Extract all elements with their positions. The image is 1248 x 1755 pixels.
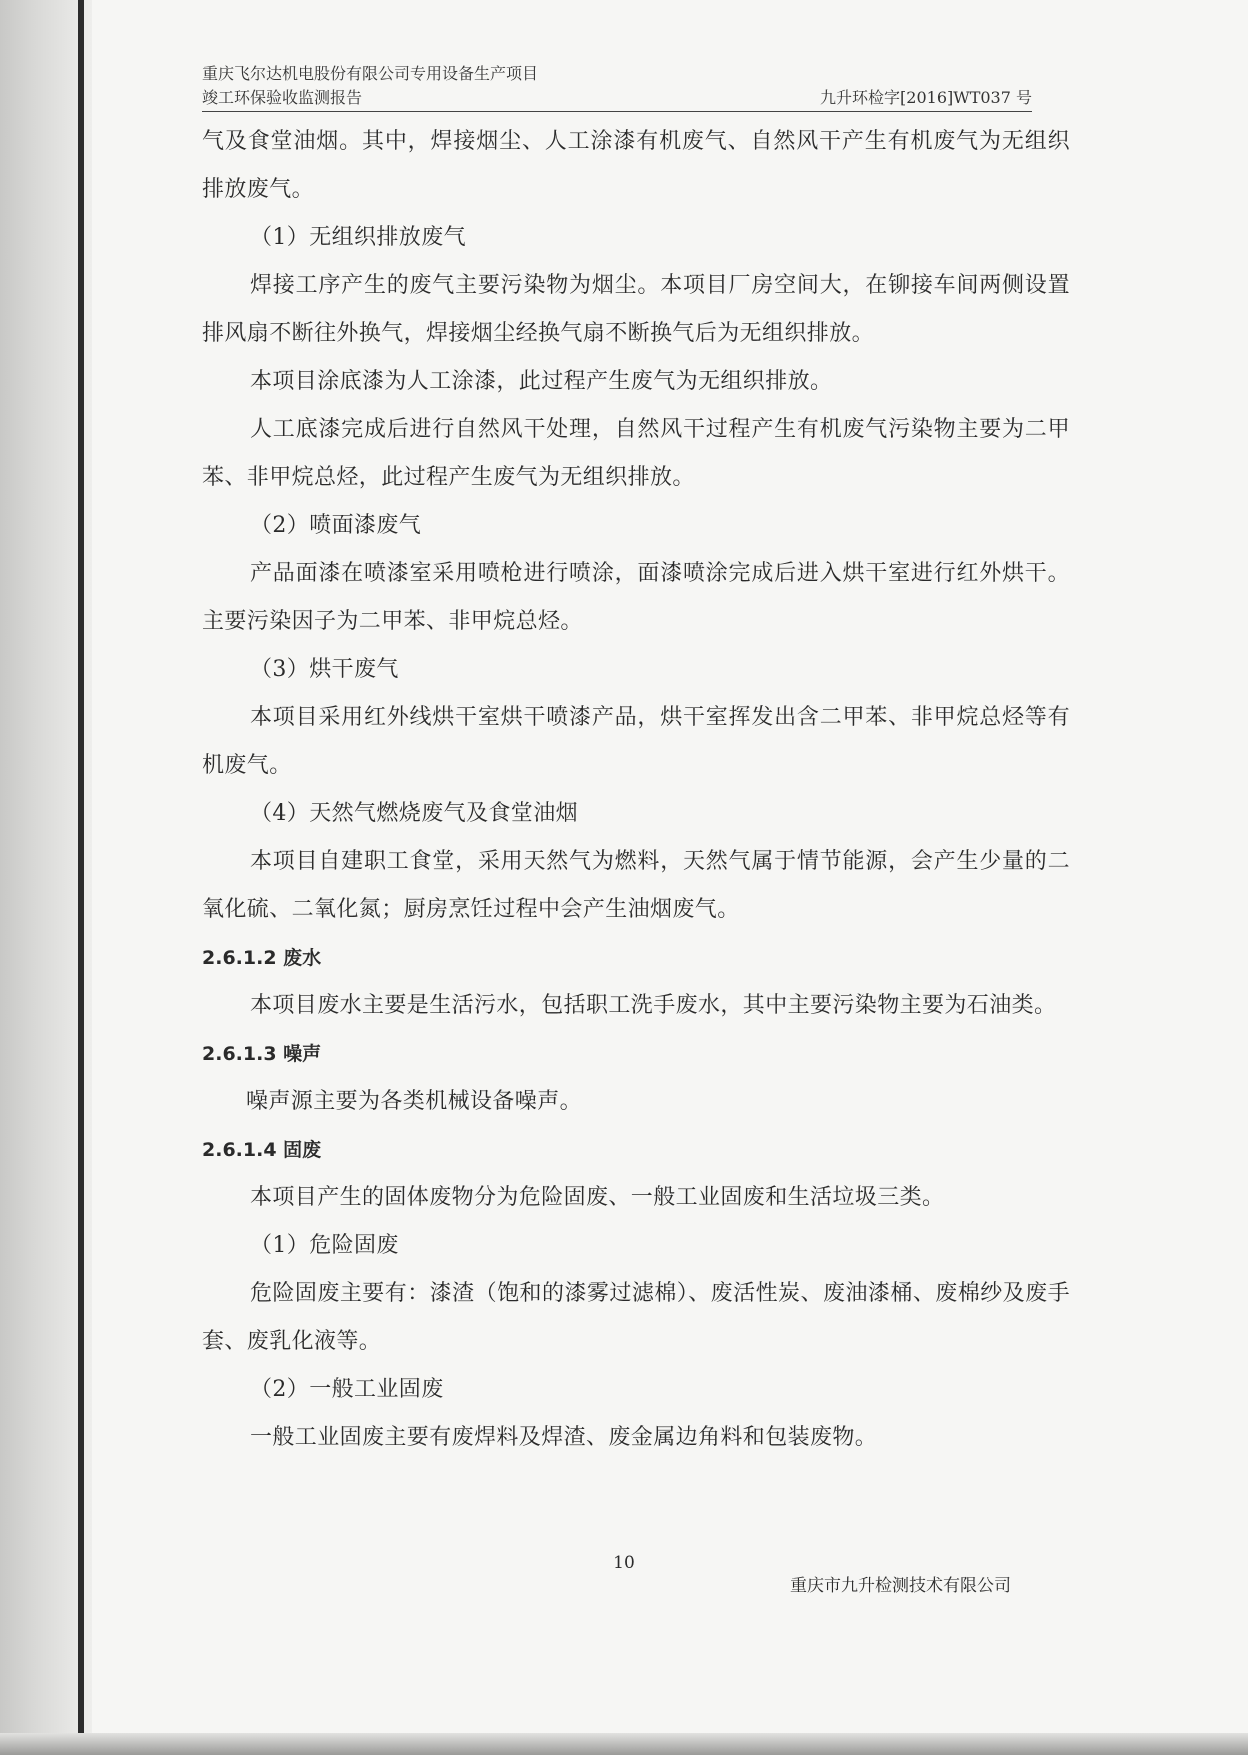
paragraph-air-drying: 人工底漆完成后进行自然风干处理，自然风干过程产生有机废气污染物主要为二甲苯、非甲烷总烃，此过程产生废气为无组织排放。 xyxy=(202,417,1070,490)
paragraph-noise: 噪声源主要为各类机械设备噪声。 xyxy=(246,1089,583,1114)
paragraph-primer: 本项目涂底漆为人工涂漆，此过程产生废气为无组织排放。 xyxy=(250,369,833,394)
paragraph-welding: 焊接工序产生的废气主要污染物为烟尘。本项目厂房空间大，在铆接车间两侧设置排风扇不断往外换气，焊接烟尘经换气扇不断换气后为无组织排放。 xyxy=(202,273,1070,346)
subheading-gas-canteen: （4）天然气燃烧废气及食堂油烟 xyxy=(250,801,578,826)
paragraph-topcoat: 产品面漆在喷漆室采用喷枪进行喷涂，面漆喷涂完成后进入烘干室进行红外烘干。主要污染因子为二甲苯、非甲烷总烃。 xyxy=(202,561,1070,634)
header-rule xyxy=(202,111,1032,112)
paragraph-general-industrial: 一般工业固废主要有废焊料及焊渣、废金属边角料和包装废物。 xyxy=(250,1425,878,1450)
page-bottom-shadow xyxy=(0,1733,1248,1755)
section-heading-noise: 2.6.1.3 噪声 xyxy=(202,1043,322,1065)
body-content xyxy=(202,118,1070,1462)
page-header xyxy=(202,62,1032,110)
paragraph-drying: 本项目采用红外线烘干室烘干喷漆产品，烘干室挥发出含二甲苯、非甲烷总烃等有机废气。 xyxy=(202,705,1070,778)
paragraph-gas-canteen: 本项目自建职工食堂，采用天然气为燃料，天然气属于情节能源，会产生少量的二氧化硫、二氧化氮；厨房烹饪过程中会产生油烟废气。 xyxy=(202,849,1070,922)
footer-company-name: 重庆市九升检测技术有限公司 xyxy=(790,1576,1011,1596)
subheading-drying: （3）烘干废气 xyxy=(250,657,399,682)
paragraph-intro: 气及食堂油烟。其中，焊接烟尘、人工涂漆有机废气、自然风干产生有机废气为无组织排放废气。 xyxy=(202,129,1070,202)
section-heading-wastewater: 2.6.1.2 废水 xyxy=(202,947,322,969)
header-report-title: 竣工环保验收监测报告 xyxy=(202,88,363,107)
binding-edge-line xyxy=(78,0,84,1755)
paragraph-wastewater: 本项目废水主要是生活污水，包括职工洗手废水，其中主要污染物主要为石油类。 xyxy=(250,993,1057,1018)
paragraph-solid-waste: 本项目产生的固体废物分为危险固废、一般工业固废和生活垃圾三类。 xyxy=(250,1185,945,1210)
header-project-title: 重庆飞尔达机电股份有限公司专用设备生产项目 xyxy=(202,64,539,83)
subheading-hazardous: （1）危险固废 xyxy=(250,1233,399,1258)
subheading-fugitive-emission: （1）无组织排放废气 xyxy=(250,225,466,250)
section-heading-solid-waste: 2.6.1.4 固废 xyxy=(202,1139,322,1161)
subheading-topcoat: （2）喷面漆废气 xyxy=(250,513,422,538)
header-report-number: 九升环检字[2016]WT037 号 xyxy=(820,88,1032,107)
paragraph-hazardous: 危险固废主要有：漆渣（饱和的漆雾过滤棉）、废活性炭、废油漆桶、废棉纱及废手套、废乳化液等。 xyxy=(202,1281,1070,1354)
subheading-general-industrial: （2）一般工业固废 xyxy=(250,1377,444,1402)
page-number: 10 xyxy=(613,1553,635,1573)
